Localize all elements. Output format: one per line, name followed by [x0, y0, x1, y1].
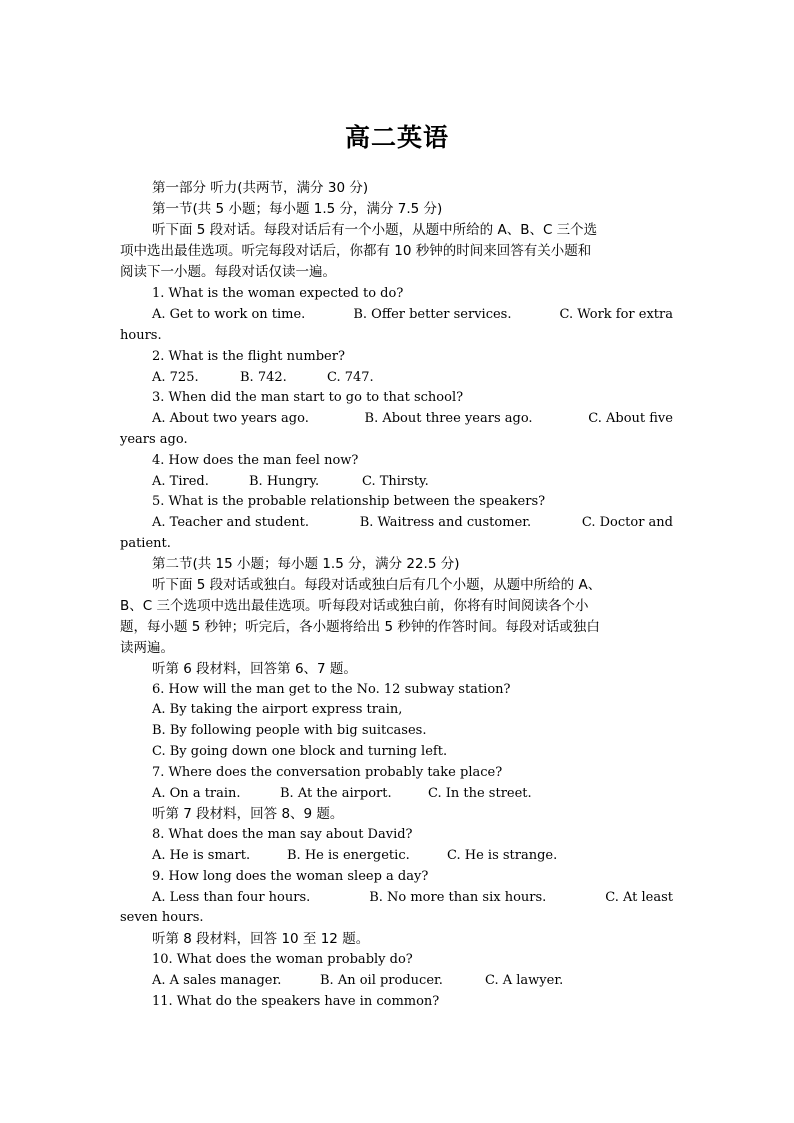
section1-instruction-line: 阅读下一小题。每段对话仅读一遍。: [120, 264, 336, 280]
question-10-stem: 10. What does the woman probably do?: [152, 952, 413, 967]
option-c: C. In the street.: [428, 786, 532, 801]
option-c: C. At least: [605, 890, 673, 905]
question-9-options: [120, 888, 673, 908]
option-a: A. Tired.: [152, 474, 209, 489]
question-9-stem: 9. How long does the woman sleep a day?: [152, 869, 429, 884]
option-b: B. He is energetic.: [287, 848, 410, 863]
option-c: C. Doctor and: [581, 515, 673, 530]
option-c: C. By going down one block and turning left.: [152, 744, 448, 759]
question-5-options: [120, 513, 673, 533]
question-2-stem: 2. What is the flight number?: [152, 349, 345, 364]
question-2-options: [120, 368, 673, 388]
option-b: B. 742.: [240, 370, 287, 385]
option-a: A. By taking the airport express train,: [152, 702, 403, 717]
option-c: C. About five: [588, 411, 673, 426]
option-b: B. At the airport.: [280, 786, 392, 801]
question-4-options: [120, 472, 673, 492]
option-b: B. No more than six hours.: [369, 890, 547, 905]
section2-instruction-line: 读两遍。: [120, 640, 174, 656]
option-b: B. Offer better services.: [353, 307, 512, 322]
option-c: C. He is strange.: [447, 848, 558, 863]
question-7-stem: 7. Where does the conversation probably take place?: [152, 765, 503, 780]
question-1-options: [120, 305, 673, 325]
page-title: 高二英语: [344, 123, 449, 152]
option-a: A. 725.: [152, 370, 199, 385]
option-a: A. Less than four hours.: [152, 890, 311, 905]
option-c: C. 747.: [327, 370, 374, 385]
option-a: A. A sales manager.: [152, 973, 282, 988]
section1-instruction-line: 项中选出最佳选项。听完每段对话后，你都有 10 秒钟的时间来回答有关小题和: [120, 243, 592, 259]
section1-instruction-line: 听下面 5 段对话。每段对话后有一个小题，从题中所给的 A、B、C 三个选: [152, 222, 598, 238]
option-b: B. An oil producer.: [320, 973, 443, 988]
option-continuation: patient.: [120, 536, 171, 551]
question-3-options: [120, 409, 673, 429]
option-continuation: hours.: [120, 328, 162, 343]
section2-instruction-line: B、C 三个选项中选出最佳选项。听每段对话或独白前，你将有时间阅读各个小: [120, 598, 589, 614]
section2-instruction-line: 听下面 5 段对话或独白。每段对话或独白后有几个小题，从题中所给的 A、: [152, 577, 602, 593]
option-b: B. About three years ago.: [364, 411, 533, 426]
option-a: A. Get to work on time.: [152, 307, 306, 322]
material-7-heading: 听第 7 段材料，回答 8、9 题。: [152, 806, 344, 822]
option-c: C. Thirsty.: [362, 474, 429, 489]
material-6-heading: 听第 6 段材料，回答第 6、7 题。: [152, 661, 357, 677]
option-a: A. Teacher and student.: [152, 515, 310, 530]
section2-instruction-line: 题，每小题 5 秒钟；听完后，各小题将给出 5 秒钟的作答时间。每段对话或独白: [120, 619, 600, 635]
option-c: C. A lawyer.: [485, 973, 564, 988]
question-5-stem: 5. What is the probable relationship between the speakers?: [152, 494, 546, 509]
option-b: B. Waitress and customer.: [359, 515, 532, 530]
option-b: B. Hungry.: [249, 474, 320, 489]
option-a: A. On a train.: [152, 786, 241, 801]
question-11-stem: 11. What do the speakers have in common?: [152, 994, 440, 1009]
question-6-stem: 6. How will the man get to the No. 12 subway station?: [152, 682, 511, 697]
section1-heading: 第一节(共 5 小题；每小题 1.5 分，满分 7.5 分): [152, 201, 443, 217]
part1-heading: 第一部分 听力(共两节，满分 30 分): [152, 180, 369, 196]
option-a: A. He is smart.: [152, 848, 251, 863]
option-b: B. By following people with big suitcases.: [152, 723, 427, 738]
section2-heading: 第二节(共 15 小题；每小题 1.5 分，满分 22.5 分): [152, 556, 460, 572]
option-a: A. About two years ago.: [152, 411, 309, 426]
question-10-options: [120, 971, 673, 991]
question-3-stem: 3. When did the man start to go to that school?: [152, 390, 464, 405]
material-8-heading: 听第 8 段材料，回答 10 至 12 题。: [152, 931, 370, 947]
question-1-stem: 1. What is the woman expected to do?: [152, 286, 404, 301]
option-continuation: years ago.: [120, 432, 188, 447]
option-c: C. Work for extra: [559, 307, 673, 322]
option-continuation: seven hours.: [120, 910, 204, 925]
question-4-stem: 4. How does the man feel now?: [152, 453, 359, 468]
question-8-stem: 8. What does the man say about David?: [152, 827, 413, 842]
question-8-options: [120, 846, 673, 866]
question-7-options: [120, 784, 673, 804]
